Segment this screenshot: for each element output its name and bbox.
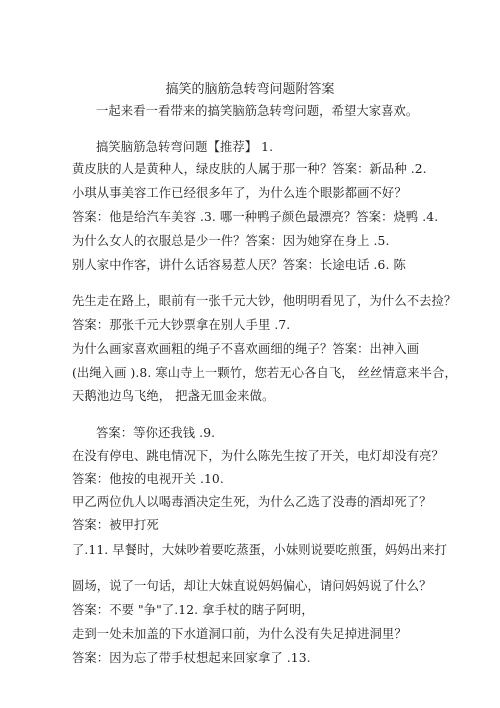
text-line: 小琪从事美容工作已经很多年了，为什么连个眼影都画不好？	[72, 186, 407, 200]
text-line: 了.11. 早餐时，大妹吵着要吃蒸蛋，小妹则说要吃煎蛋，妈妈出来打	[72, 543, 447, 557]
text-line: 答案：那张千元大钞票拿在别人手里 .7.	[72, 318, 291, 332]
text-line: 黄皮肤的人是黄种人，绿皮肤的人属于那一种？答案：新品种 .2.	[72, 162, 427, 176]
text-line: 天鹅池边鸟飞绝， 把盏无皿金来做。	[72, 389, 275, 403]
text-line: 答案：不要 "争"了.12. 拿手杖的瞎子阿明，	[72, 603, 314, 617]
text-line: 先生走在路上，眼前有一张千元大钞，他明明看见了，为什么不去捡？	[72, 294, 457, 308]
text-line: 走到一处未加盖的下水道洞口前，为什么没有失足掉进洞里？	[72, 627, 407, 641]
text-line: 答案：他按的电视开关 .10.	[72, 472, 224, 486]
text-line: 在没有停电、跳电情况下，为什么陈先生按了开关，电灯却没有亮？	[72, 449, 444, 463]
text-line: 答案：因为忘了带手杖想起来回家拿了 .13.	[72, 651, 311, 665]
text-line: 甲乙两位仇人以喝毒酒决定生死，为什么乙选了没毒的酒却死了？	[72, 495, 432, 509]
text-line: 答案：他是给汽车美容 .3. 哪一种鸭子颜色最漂亮？答案：烧鸭 .4.	[72, 210, 439, 224]
intro-line: 一起来看一看带来的搞笑脑筋急转弯问题，希望大家喜欢。	[96, 104, 419, 118]
text-line: 圆场，说了一句话，却让大妹直说妈妈偏心，请问妈妈说了什么？	[72, 579, 432, 593]
text-line: 别人家中作客，讲什么话容易惹人厌？答案：长途电话 .6. 陈	[72, 258, 406, 272]
text-line: 为什么女人的衣服总是少一件？答案：因为她穿在身上 .5.	[72, 234, 390, 248]
text-line: (出绳入画 ).8. 寒山寺上一颗竹，您若无心各自飞， 丝丝情意来半合，	[72, 366, 457, 380]
text-line: 为什么画家喜欢画粗的绳子不喜欢画细的绳子？答案：出神入画	[72, 342, 420, 356]
section-heading: 搞笑脑筋急转弯问题【推荐】 1.	[96, 140, 274, 154]
document-title: 搞笑的脑筋急转弯问题附答案	[165, 82, 335, 97]
text-line: 答案：等你还我钱 .9.	[96, 426, 216, 440]
text-line: 答案：被甲打死	[72, 518, 159, 532]
